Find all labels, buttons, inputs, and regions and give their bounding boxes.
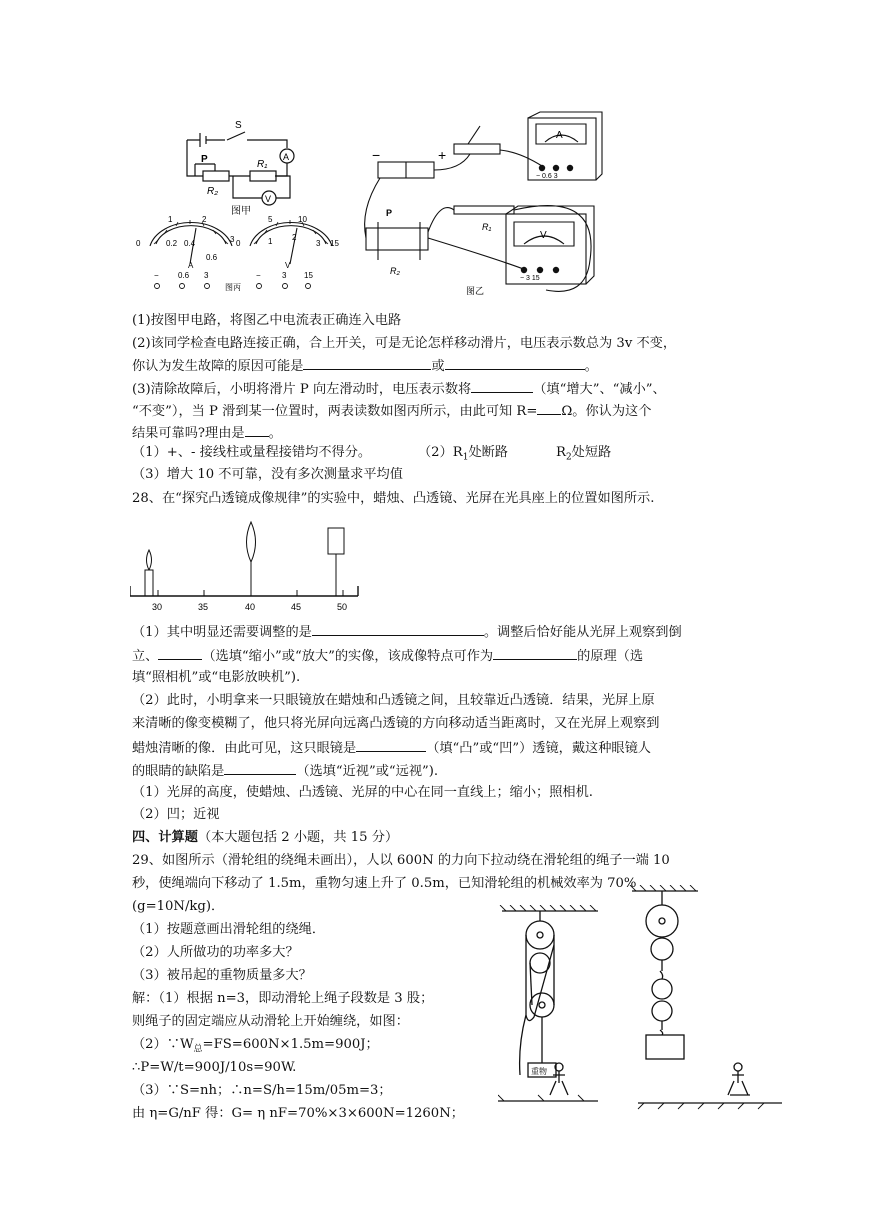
q28-answer-blank-3[interactable] <box>493 647 577 660</box>
figure-bing-caption: 图丙 <box>225 283 241 292</box>
q28-part2-line4 <box>132 762 438 780</box>
q29-solution-5: （3）∵S=nh；∴n=S/h=15m/05m=3； <box>132 1083 392 1098</box>
voltmeter-unit: V <box>285 261 291 270</box>
voltmeter-term-15: 15 <box>304 271 313 280</box>
q28-part1-suffix: 。调整后恰好能从光屏上观察到倒 <box>483 625 682 640</box>
pulley-diagram-solution <box>498 905 610 1103</box>
q28-part2-line3 <box>132 739 651 757</box>
voltmeter-symbol-label: V <box>265 194 272 204</box>
optical-bench-diagram <box>130 520 360 612</box>
section-4-note: （本大题包括 2 小题，共 15 分） <box>197 830 399 845</box>
q28-part2d-prefix: 的眼睛的缺陷是 <box>132 764 225 779</box>
q28-answer-blank-2[interactable] <box>158 647 202 660</box>
rheostat-p-label: P <box>386 208 393 218</box>
voltmeter-scale-3: 3 <box>316 239 321 248</box>
q29-solution-3-suffix: =FS=600N×1.5m=900J； <box>202 1037 379 1052</box>
q29-solution-3 <box>132 1037 379 1058</box>
circuit-r1-label: R₁ <box>257 159 268 170</box>
q27-answer-3: （3）增大 10 不可靠，没有多次测量求平均值 <box>132 467 403 482</box>
q29-solution-4: ∴P=W/t=900J/10s=90W. <box>132 1060 297 1075</box>
q27-answer-2b-text: R <box>556 445 566 460</box>
circuit-p-label: P <box>201 154 208 165</box>
q27-step3b-prefix: “不变”），当 P 滑到某一位置时，两表读数如图丙所示，由此可知 R= <box>132 404 538 419</box>
bench-tick-40: 40 <box>245 602 256 612</box>
q28-part2c-suffix: （填“凸”或“凹”）透镜，戴这种眼镜人 <box>426 741 651 756</box>
q27-step3-line1 <box>132 380 666 398</box>
circuit-diagram-yi <box>350 110 605 298</box>
q27-answer-blank-3[interactable] <box>471 380 533 393</box>
q28-answer-blank-5[interactable] <box>224 762 296 775</box>
voltmeter-face-label: V <box>540 230 547 241</box>
q27-step3-line3 <box>132 424 282 442</box>
q29-solution-3-prefix: （2）∵W <box>132 1037 194 1052</box>
q28-part1b-prefix: 立、 <box>132 649 159 664</box>
q28-answer-blank-1[interactable] <box>312 623 484 636</box>
q28-part2c-prefix: 蜡烛清晰的像．由此可见，这只眼镜是 <box>132 741 357 756</box>
circuit-diagram-jia <box>175 118 305 218</box>
section-4-title: 四、计算题 <box>132 830 198 845</box>
q27-step3-prefix: (3)清除故障后，小明将滑片 P 向左滑动时，电压表示数将 <box>132 382 472 397</box>
voltmeter-terminals-label: − 3 15 <box>520 275 540 282</box>
figure-yi-caption: 图乙 <box>466 286 485 296</box>
ammeter-scale-06: 0.6 <box>206 253 218 262</box>
q27-answer-2b-post: 处短路 <box>571 445 612 460</box>
q29-item-2: （2）人所做功的功率多大？ <box>132 945 299 960</box>
q27-answer-2b <box>556 445 611 466</box>
q28-part1-line1 <box>132 623 682 641</box>
q27-answer-blank-4[interactable] <box>537 402 561 415</box>
ammeter-scale-2: 2 <box>202 216 207 224</box>
ammeter-scale-04: 0.4 <box>184 239 196 248</box>
voltmeter-scale-1: 1 <box>268 237 273 246</box>
q27-step2-line2 <box>132 357 598 375</box>
pulley-diagram-question <box>620 885 790 1110</box>
q29-stem-line3: (g=10N/kg)． <box>132 899 225 914</box>
q27-step2-prefix: 你认为发生故障的原因可能是 <box>132 359 304 374</box>
voltmeter-scale-2: 2 <box>292 233 297 242</box>
rheostat-r2-label: R₂ <box>390 266 400 276</box>
ammeter-term-3: 3 <box>204 271 209 280</box>
q27-step3-line2 <box>132 402 651 420</box>
circuit-r2-label: R₂ <box>207 186 219 197</box>
ammeter-scale-3: 3 <box>230 235 235 244</box>
q27-answer-blank-5[interactable] <box>245 424 269 437</box>
ammeter-unit: A <box>188 261 194 270</box>
q27-answer-2a-post: 处断路 <box>468 445 508 460</box>
q28-stem: 28、在“探究凸透镜成像规律”的实验中，蜡烛、凸透镜、光屏在光具座上的位置如图所示. <box>132 491 655 506</box>
resistor-r1-label: R₁ <box>482 222 492 232</box>
ammeter-terminals-label: − 0.6 3 <box>536 173 558 180</box>
section-4-heading <box>132 830 398 846</box>
ammeter-face-label: A <box>556 130 563 141</box>
voltmeter-term-3: 3 <box>282 271 287 280</box>
battery-minus-label: − <box>372 147 381 163</box>
q28-part2d-suffix: （选填“近视”或“远视”). <box>296 764 439 779</box>
meters-diagram-bing <box>132 216 347 298</box>
battery-plus-label: + <box>438 147 447 163</box>
q29-stem-line2: 秒，使绳端向下移动了 1.5m，重物匀速上升了 0.5m，已知滑轮组的机械效率为 70% <box>132 876 637 891</box>
bench-tick-35: 35 <box>198 602 209 612</box>
bench-tick-50: 50 <box>337 602 348 612</box>
ammeter-scale-0: 0 <box>136 239 141 248</box>
ammeter-term-minus: − <box>154 271 159 280</box>
bench-tick-30: 30 <box>152 602 163 612</box>
voltmeter-scale-5: 5 <box>268 216 273 224</box>
q27-step3c-prefix: 结果可靠吗?理由是 <box>132 426 245 441</box>
q27-answer-blank-2[interactable] <box>445 357 585 370</box>
q29-solution-3-sub: 总 <box>193 1044 203 1055</box>
q28-answer-blank-4[interactable] <box>356 739 426 752</box>
figure-jia-caption: 图甲 <box>231 206 251 217</box>
q28-part2-line2: 来清晰的像变模糊了，他只将光屏向远离凸透镜的方向移动适当距离时，又在光屏上观察到 <box>132 716 660 731</box>
q28-part1-line3: 填“照相机”或“电影放映机”). <box>132 670 301 685</box>
q27-step2-line1: (2)该同学检查电路连接正确，合上开关，可是无论怎样移动滑片，电压表示数总为 3v 不变， <box>132 336 677 351</box>
voltmeter-scale-0: 0 <box>236 239 241 248</box>
q27-step2-end: 。 <box>584 359 598 374</box>
q28-part1b-suffix: 的原理（选 <box>577 649 644 664</box>
q29-solution-2: 则绳子的固定端应从动滑轮上开始缠绕，如图： <box>132 1014 409 1029</box>
voltmeter-scale-10: 10 <box>298 216 307 224</box>
ammeter-scale-02: 0.2 <box>166 239 178 248</box>
q27-answer-2a <box>418 445 508 466</box>
q27-answer-2a-sub: 1 <box>462 452 469 463</box>
q28-answer-1: （1）光屏的高度，使蜡烛、凸透镜、光屏的中心在同一直线上；缩小；照相机. <box>132 785 593 800</box>
q27-step3c-suffix: 。 <box>268 426 282 441</box>
q29-item-1: （1）按题意画出滑轮组的绕绳． <box>132 922 326 937</box>
ammeter-scale-1: 1 <box>168 216 173 224</box>
q29-solution-6: 由 η=G/nF 得：G= η nF=70%×3×600N=1260N； <box>132 1106 464 1121</box>
q27-answer-2b-sub: 2 <box>565 452 572 463</box>
circuit-s-label: S <box>235 120 242 131</box>
ammeter-term-06: 0.6 <box>178 271 190 280</box>
q28-part2-line1: （2）此时，小明拿来一只眼镜放在蜡烛和凸透镜之间，且较靠近凸透镜．结果，光屏上原 <box>132 693 655 708</box>
q27-answer-2a-text: （2）R <box>418 445 463 460</box>
q29-stem-line1: 29、如图所示（滑轮组的绕绳未画出），人以 600N 的力向下拉动绕在滑轮组的绳子一端 10 <box>132 853 670 868</box>
voltmeter-scale-15: 15 <box>330 239 339 248</box>
q27-step2-or: 或 <box>431 359 445 374</box>
q29-solution-1: 解：（1）根据 n=3，即动滑轮上绳子段数是 3 股； <box>132 991 434 1006</box>
q29-item-3: （3）被吊起的重物质量多大？ <box>132 968 312 983</box>
bench-tick-45: 45 <box>291 602 302 612</box>
ammeter-symbol-label: A <box>283 152 290 162</box>
q27-answer-1: （1）+、- 接线柱或量程接错均不得分。 <box>132 445 372 460</box>
q27-step3-suffix: （填“增大”、“减小”、 <box>533 382 666 397</box>
q28-part1-prefix: （1）其中明显还需要调整的是 <box>132 625 312 640</box>
q27-step3b-suffix: Ω。你认为这个 <box>561 404 652 419</box>
q27-answer-blank-1[interactable] <box>303 357 431 370</box>
weight-label: 重物 <box>531 1067 547 1076</box>
q28-part1b-mid: （选填“缩小”或“放大”的实像，该成像特点可作为 <box>202 649 494 664</box>
voltmeter-term-minus: − <box>256 271 261 280</box>
q27-step1: (1)按图甲电路，将图乙中电流表正确连入电路 <box>132 313 402 328</box>
q28-answer-2: （2）凹；近视 <box>132 807 220 822</box>
q28-part1-line2 <box>132 647 643 665</box>
